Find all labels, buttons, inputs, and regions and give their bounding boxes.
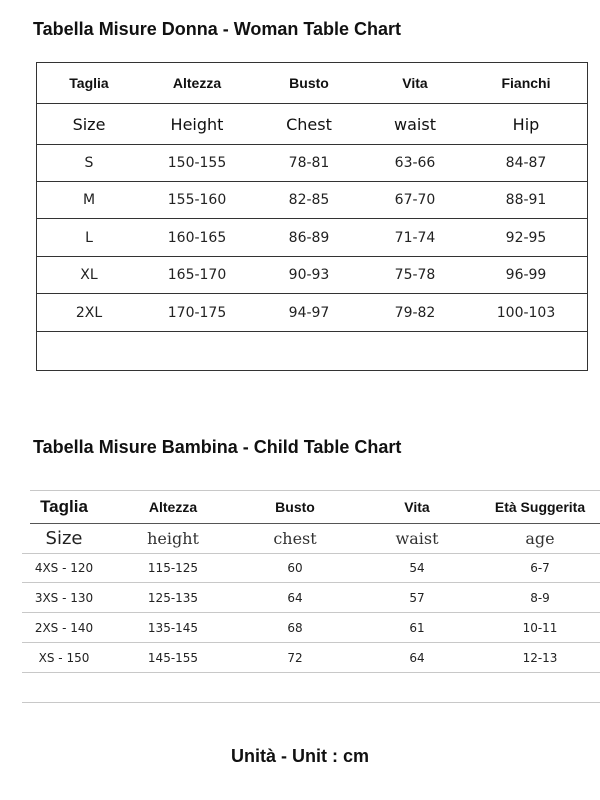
- table-cell: 79-82: [394, 304, 436, 321]
- table-cell: 10-11: [522, 621, 558, 635]
- table-cell: 75-78: [394, 267, 436, 283]
- table-cell: 2XL: [75, 304, 103, 321]
- header-cell: Altezza: [148, 499, 198, 515]
- table-cell: 57: [409, 591, 425, 605]
- table-cell: 72: [287, 651, 303, 665]
- child-size-table: [0, 490, 600, 705]
- header-cell: waist: [395, 528, 439, 548]
- empty-row: [37, 332, 587, 370]
- table-cell: 170-175: [167, 304, 227, 321]
- table-cell: 145-155: [147, 651, 199, 665]
- header-cell: Vita: [402, 75, 428, 91]
- table-cell: 64: [409, 651, 425, 665]
- table-cell: 94-97: [288, 304, 330, 321]
- table-cell: 92-95: [505, 229, 547, 246]
- table-cell: 54: [409, 561, 425, 575]
- table-cell: 125-135: [147, 591, 199, 605]
- header-cell: waist: [394, 114, 436, 134]
- table-cell: 165-170: [167, 267, 227, 283]
- header-cell: Size: [45, 527, 83, 549]
- header-cell: Taglia: [40, 497, 88, 516]
- table-cell: 4XS - 120: [34, 561, 94, 575]
- table-cell: 160-165: [167, 229, 227, 246]
- table-cell: 2XS - 140: [34, 621, 94, 635]
- woman-header-italian: [37, 63, 587, 104]
- table-cell: 100-103: [496, 304, 556, 321]
- header-cell: chest: [273, 528, 317, 548]
- unit-note: Unità - Unit : cm: [231, 746, 369, 766]
- child-header-english: [0, 524, 600, 552]
- table-row: [37, 257, 587, 294]
- child-header-italian: [0, 492, 600, 522]
- table-cell: 150-155: [167, 155, 227, 171]
- child-table-title: Tabella Misure Bambina - Child Table Chart: [33, 437, 402, 457]
- table-cell: 96-99: [505, 267, 547, 283]
- header-cell: Fianchi: [501, 75, 551, 91]
- table-cell: 135-145: [147, 621, 199, 635]
- table-cell: S: [84, 155, 94, 171]
- header-cell: age: [525, 528, 555, 548]
- table-rule: [22, 642, 600, 643]
- table-cell: 60: [287, 561, 303, 575]
- header-cell: Hip: [512, 114, 540, 134]
- woman-size-table: [36, 62, 588, 371]
- table-row: [0, 556, 600, 580]
- table-cell: M: [82, 192, 96, 208]
- table-cell: 8-9: [530, 591, 550, 605]
- header-cell: Busto: [289, 75, 329, 91]
- table-row: [0, 586, 600, 610]
- header-cell: Altezza: [172, 75, 222, 91]
- table-cell: XL: [80, 267, 98, 283]
- header-cell: Taglia: [69, 75, 109, 91]
- table-cell: 12-13: [522, 651, 558, 665]
- table-cell: XS - 150: [38, 651, 90, 665]
- table-row: [37, 219, 587, 257]
- table-row: [37, 145, 587, 182]
- table-row: [37, 182, 587, 219]
- table-rule: [22, 582, 600, 583]
- table-cell: L: [85, 229, 93, 246]
- header-cell: Size: [72, 114, 106, 134]
- table-cell: 64: [287, 591, 303, 605]
- table-cell: 155-160: [167, 192, 227, 208]
- table-cell: 78-81: [288, 155, 330, 171]
- table-cell: 61: [409, 621, 425, 635]
- table-cell: 115-125: [147, 561, 199, 575]
- header-cell: Età Suggerita: [494, 499, 586, 515]
- table-cell: 3XS - 130: [34, 591, 94, 605]
- table-cell: 67-70: [394, 192, 436, 208]
- header-cell: Vita: [404, 499, 430, 515]
- header-cell: Busto: [275, 499, 315, 515]
- table-rule: [22, 553, 600, 554]
- table-cell: 63-66: [394, 155, 436, 171]
- table-rule: [30, 490, 600, 491]
- header-cell: Height: [170, 114, 224, 134]
- table-rule: [22, 702, 600, 703]
- table-rule: [22, 612, 600, 613]
- table-cell: 6-7: [530, 561, 550, 575]
- table-row: [0, 646, 600, 670]
- table-row: [0, 616, 600, 640]
- table-cell: 88-91: [505, 192, 547, 208]
- table-cell: 71-74: [394, 229, 436, 246]
- table-cell: 68: [287, 621, 303, 635]
- table-cell: 86-89: [288, 229, 330, 246]
- header-cell: Chest: [286, 114, 332, 134]
- woman-header-english: [37, 104, 587, 145]
- table-cell: 84-87: [505, 155, 547, 171]
- table-rule: [22, 672, 600, 673]
- woman-table-title: Tabella Misure Donna - Woman Table Chart: [33, 19, 402, 39]
- table-row: [37, 294, 587, 332]
- table-cell: 82-85: [288, 192, 330, 208]
- table-cell: 90-93: [288, 267, 330, 283]
- header-cell: height: [147, 528, 199, 548]
